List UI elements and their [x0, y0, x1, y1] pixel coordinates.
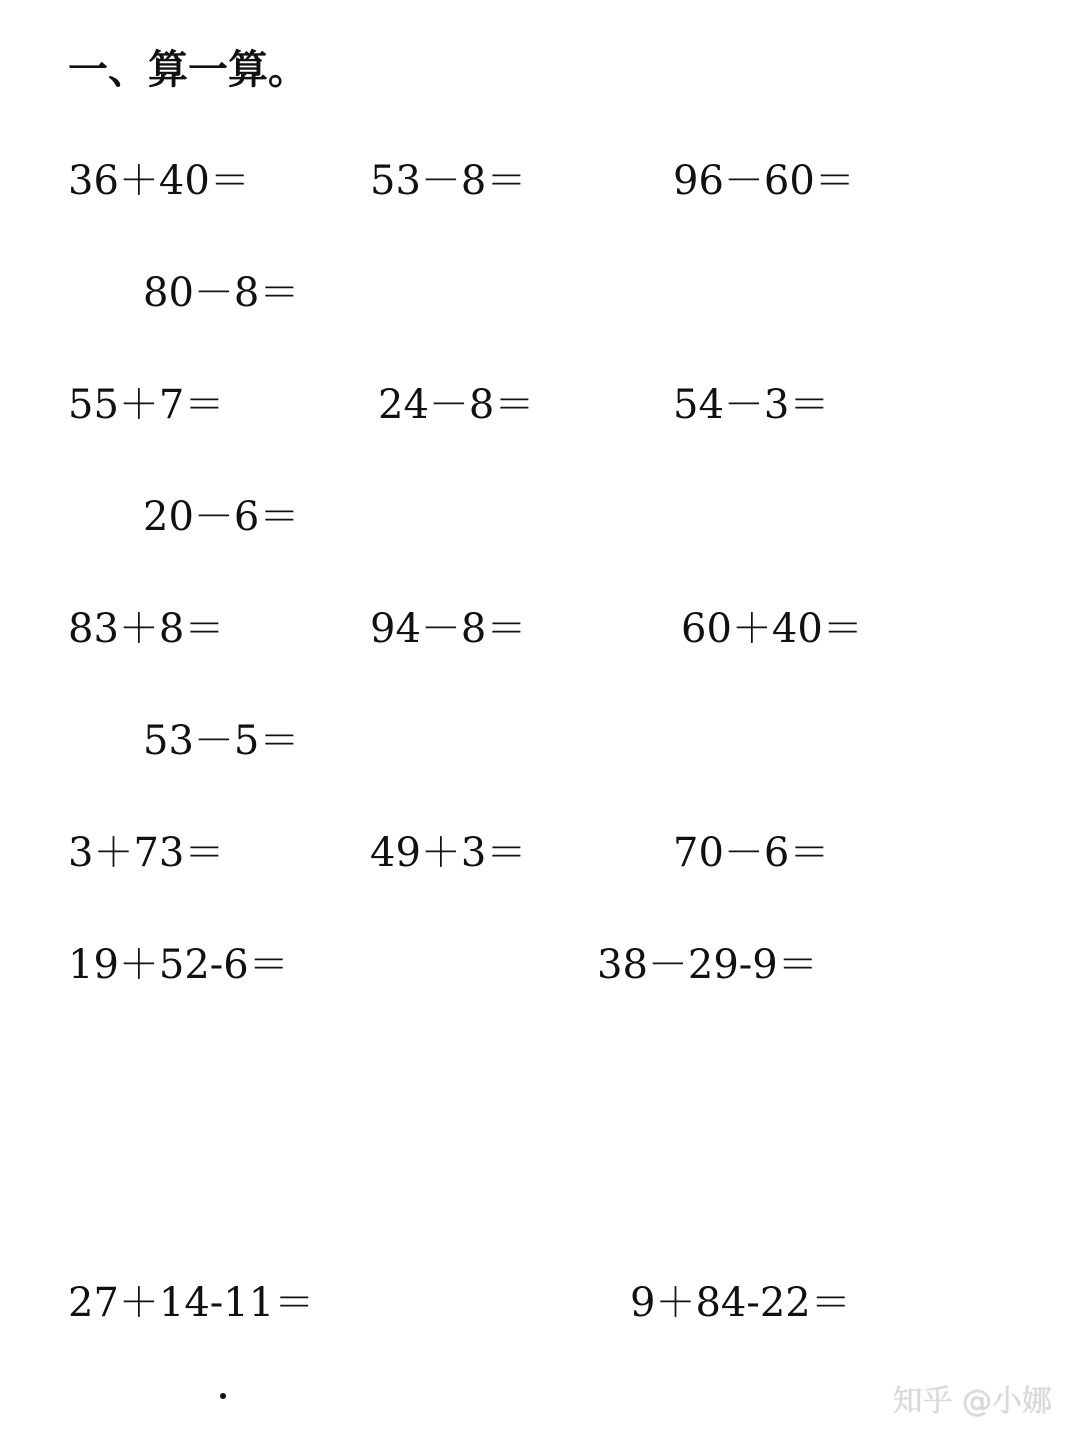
stray-dot — [220, 1393, 226, 1399]
problem: 3＋73＝ — [68, 830, 225, 876]
problem: 94－8＝ — [370, 606, 527, 652]
problem: 54－3＝ — [673, 382, 830, 428]
problem: 38－29-9＝ — [597, 942, 818, 988]
problem: 83＋8＝ — [68, 606, 225, 652]
problem: 49＋3＝ — [370, 830, 527, 876]
problem: 24－8＝ — [378, 382, 535, 428]
problem: 53－5＝ — [143, 718, 300, 764]
problem: 70－6＝ — [673, 830, 830, 876]
problem: 55＋7＝ — [68, 382, 225, 428]
section-heading: 一、算一算。 — [68, 47, 308, 93]
problem: 53－8＝ — [370, 158, 527, 204]
problem: 27＋14-11＝ — [68, 1280, 315, 1326]
problem: 60＋40＝ — [681, 606, 863, 652]
problem: 9＋84-22＝ — [630, 1280, 851, 1326]
problem: 96－60＝ — [673, 158, 855, 204]
problem: 19＋52-6＝ — [68, 942, 289, 988]
problem: 20－6＝ — [143, 494, 300, 540]
problem: 80－8＝ — [143, 270, 300, 316]
watermark: 知乎 @小娜 — [892, 1384, 1052, 1419]
problem: 36＋40＝ — [68, 158, 250, 204]
